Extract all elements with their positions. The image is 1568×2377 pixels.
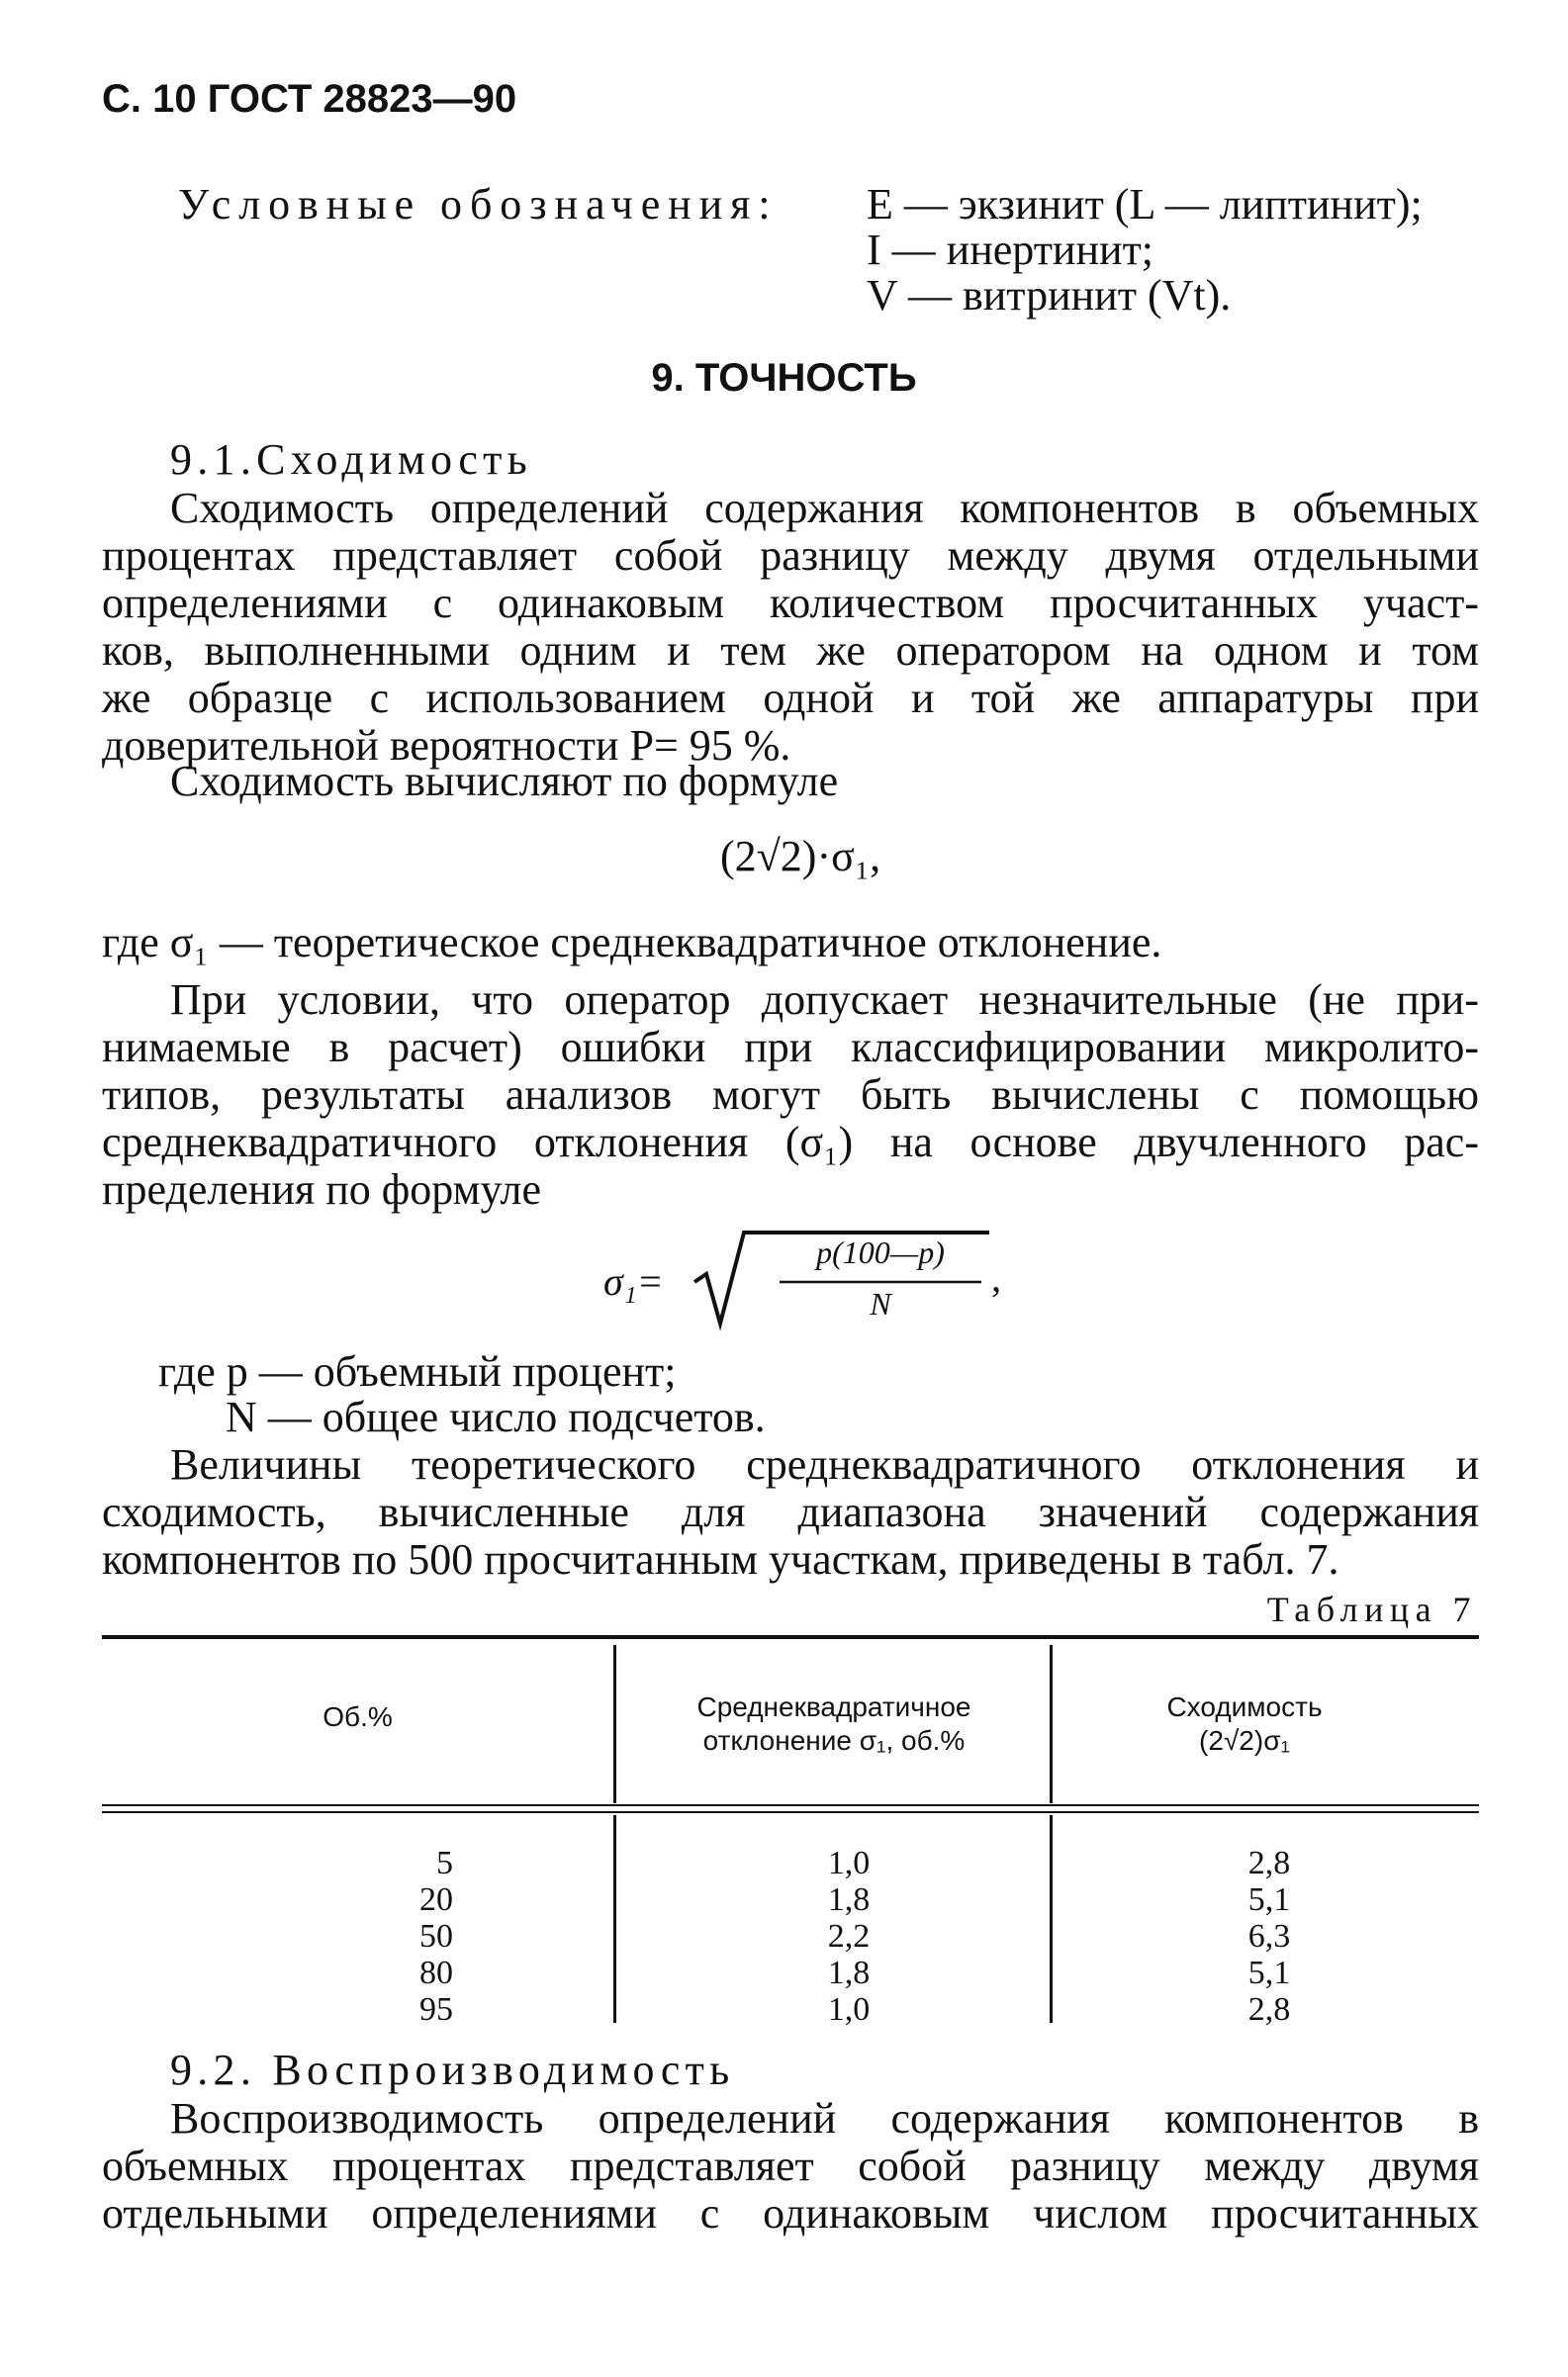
table-cell: 1,8 [827,1955,871,1991]
table-cell: 95 [419,1991,453,2028]
paragraph-line: нимаемые в расчет) ошибки при классифицировании микролито- [102,1023,1479,1071]
formula-numerator: p(100—p) [816,1234,945,1270]
where-sigma: где σ₁ — теоретическое среднеквадратичное отклонение. [102,918,1162,966]
paragraph-line: доверительной вероятности P= 95 %. [102,721,791,770]
table-cell: 1,0 [827,1991,871,2028]
table-7 [102,1635,1479,2036]
column-header: Об.% [323,1701,393,1732]
section-title: 9. ТОЧНОСТЬ [651,356,917,400]
where-n: N — общее число подсчетов. [226,1393,766,1441]
table-cell: 1,8 [827,1881,871,1918]
column-header: Сходимость (2√2)σ₁ [1166,1691,1323,1756]
paragraph-line: сходимость, вычисленные для диапазона значений содержания [102,1488,1479,1536]
formula-sigma: σ₁= p(100—p) N , [603,1225,1019,1333]
paragraph-line: пределения по формуле [102,1165,542,1214]
section-9-2-heading: 9.2. Воспроизводимость [170,2046,735,2094]
paragraph-line: же образце с использованием одной и той же аппаратуры при [102,674,1479,722]
legend-item-vitrinite: V — витринит (Vt). [867,271,1232,320]
table-cell: 1,0 [827,1845,871,1881]
table-cell: 80 [419,1955,453,1991]
paragraph-line: среднеквадратичного отклонения (σ₁) на основе двучленного рас- [102,1118,1479,1166]
paragraph-line: Воспроизводимость определений содержания компонентов в [170,2094,1479,2143]
column-header: Среднеквадратичное отклонение σ₁, об.% [696,1691,971,1756]
table-cell: 2,8 [1247,1991,1291,2028]
table-cell: 50 [419,1918,453,1955]
paragraph-line: ков, выполненными одним и тем же оператором на одном и том [102,626,1479,675]
formula-sigma-lhs: σ₁= [603,1259,664,1304]
table-caption: Таблица 7 [1266,1590,1477,1629]
paragraph-formula-intro: Сходимость вычисляют по формуле [170,757,839,805]
page-header: С. 10 ГОСТ 28823—90 [102,77,517,121]
formula-denominator: N [870,1286,891,1322]
paragraph-line: типов, результаты анализов могут быть вычислены с помощью [102,1070,1479,1119]
section-9-1-heading: 9.1.Сходимость [170,435,533,484]
legend-item-inertinite: I — инертинит; [867,226,1154,274]
legend-item-exinite: E — экзинит (L — липтинит); [867,180,1423,229]
table-cell: 5,1 [1247,1955,1291,1991]
paragraph-line: процентах представляет собой разницу между двумя отдельными [102,531,1479,580]
table-cell: 20 [419,1881,453,1918]
legend-label: Условные обозначения: [178,180,779,229]
table-cell: 2,2 [827,1918,871,1955]
paragraph-line: При условии, что оператор допускает незначительные (не при- [170,975,1479,1024]
paragraph-line: Сходимость определений содержания компонентов в объемных [170,484,1479,532]
table-cell: 5,1 [1247,1881,1291,1918]
table-cell: 2,8 [1247,1845,1291,1881]
where-p: где p — объемный процент; [158,1347,677,1396]
formula-repeatability: (2√2)·σ₁, [720,832,881,880]
paragraph-line: Величины теоретического среднеквадратичного отклонения и [170,1440,1479,1489]
paragraph-line: определениями с одинаковым количеством просчитанных участ- [102,579,1479,627]
table-cell: 6,3 [1247,1918,1291,1955]
paragraph-line: компонентов по 500 просчитанным участкам, приведены в табл. 7. [102,1535,1339,1584]
paragraph-line: объемных процентах представляет собой разницу между двумя [102,2142,1479,2190]
table-cell: 5 [436,1845,453,1881]
paragraph-line: отдельными определениями с одинаковым числом просчитанных [102,2189,1479,2238]
